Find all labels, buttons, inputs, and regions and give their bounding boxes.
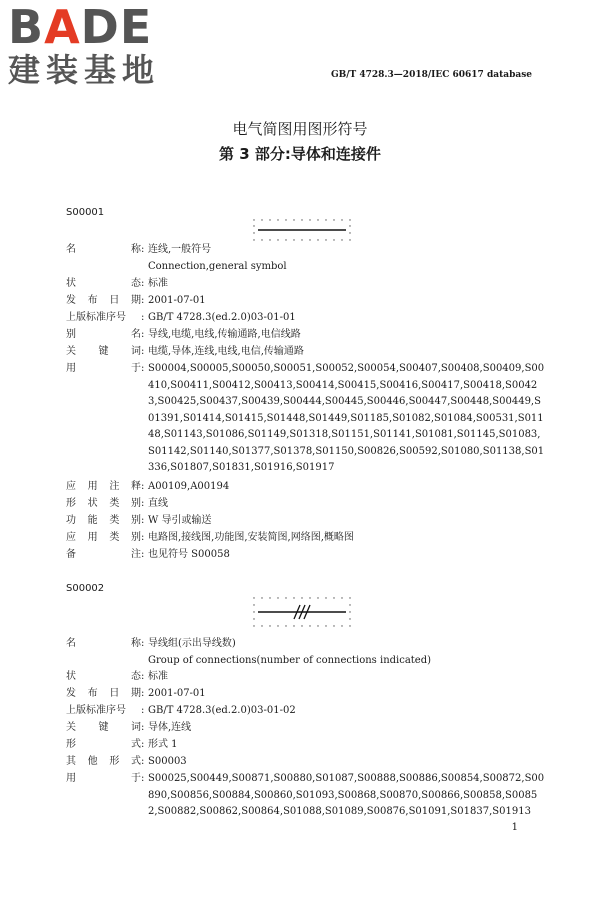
field-other-forms: 其 他 形 式 : S00003 [66,756,187,767]
field-previous-id: 上版标准序号 : GB/T 4728.3(ed.2.0)03-01-01 [66,312,296,323]
field-release-date: 发 布 日 期 : 2001-07-01 [66,295,206,306]
field-previous-id: 上版标准序号 : GB/T 4728.3(ed.2.0)03-01-02 [66,705,296,716]
symbol-group-of-connections [248,594,352,630]
field-used-in: 用 于 : S00004,S00005,S00050,S00051,S00052,S00054,S00407,S00408,S00409,S00410,S00411,S00412,S00413,S00414,S00415,S00416,S00417,S00418,S00423,S00425,S00437,S00439,S00444,S00445,S00446,S00447,S00448,S00449,S01391,S01414,S01415,S01448,S01449,S01185,S01082,S01084,S00531,S01148,S01143,S01086,S01149,S01318,S01151,S01141,S01081,S01145,S01083,S01142,S01140,S01377,S01378,S01150,S00826,S00592,S01080,S01138,S01336,S01807,S01831,S01916,S01917 [66,363,545,473]
field-status: 状 态 : 标准 [66,278,168,289]
document-title: 电气简图用图形符号 [232,120,368,138]
field-name: 名 称 : 连线,一般符号 Connection,general symbol [66,244,287,272]
field-alias: 别 名 : 导线,电缆,电线,传输通路,电信线路 [66,329,301,340]
field-keywords: 关 键 词 : 导体,连线 [66,722,192,733]
symbol-code: S00001 [66,207,105,218]
field-application-notes: 应 用 注 释 : A00109,A00194 [66,481,230,492]
field-status: 状 态 : 标准 [66,671,168,682]
logo-wordmark: BADE [8,0,153,54]
field-used-in: 用 于 : S00025,S00449,S00871,S00880,S01087,S00888,S00886,S00854,S00872,S00890,S00856,S00884,S00860,S01093,S00868,S00870,S00866,S00858,S00852,S00882,S00862,S00864,S01088,S01089,S00876,S01091,S01837,S01913 [66,773,545,817]
page-number: 1 [511,822,518,833]
field-name: 名 称 : 导线组(示出导线数) Group of connections(number of connections indicated) [66,638,432,666]
brand-logo [8,0,161,89]
logo-chinese: 建装基地 [8,51,161,89]
field-function-class: 功 能 类 别 : W 导引或输送 [66,515,212,526]
document-subtitle: 第 3 部分:导体和连接件 [219,145,381,163]
field-application-class: 应 用 类 别 : 电路图,接线图,功能图,安装简图,网络图,概略图 [66,532,354,543]
field-shape-class: 形 状 类 别 : 直线 [66,498,168,509]
field-keywords: 关 键 词 : 电缆,导体,连线,电线,电信,传输通路 [66,346,304,357]
field-release-date: 发 布 日 期 : 2001-07-01 [66,688,206,699]
field-remarks: 备 注 : 也见符号 S00058 [66,549,230,560]
field-form: 形 式 : 形式 1 [66,739,178,750]
symbol-code: S00002 [66,583,105,594]
standard-code: GB/T 4728.3—2018/IEC 60617 database [330,70,532,80]
